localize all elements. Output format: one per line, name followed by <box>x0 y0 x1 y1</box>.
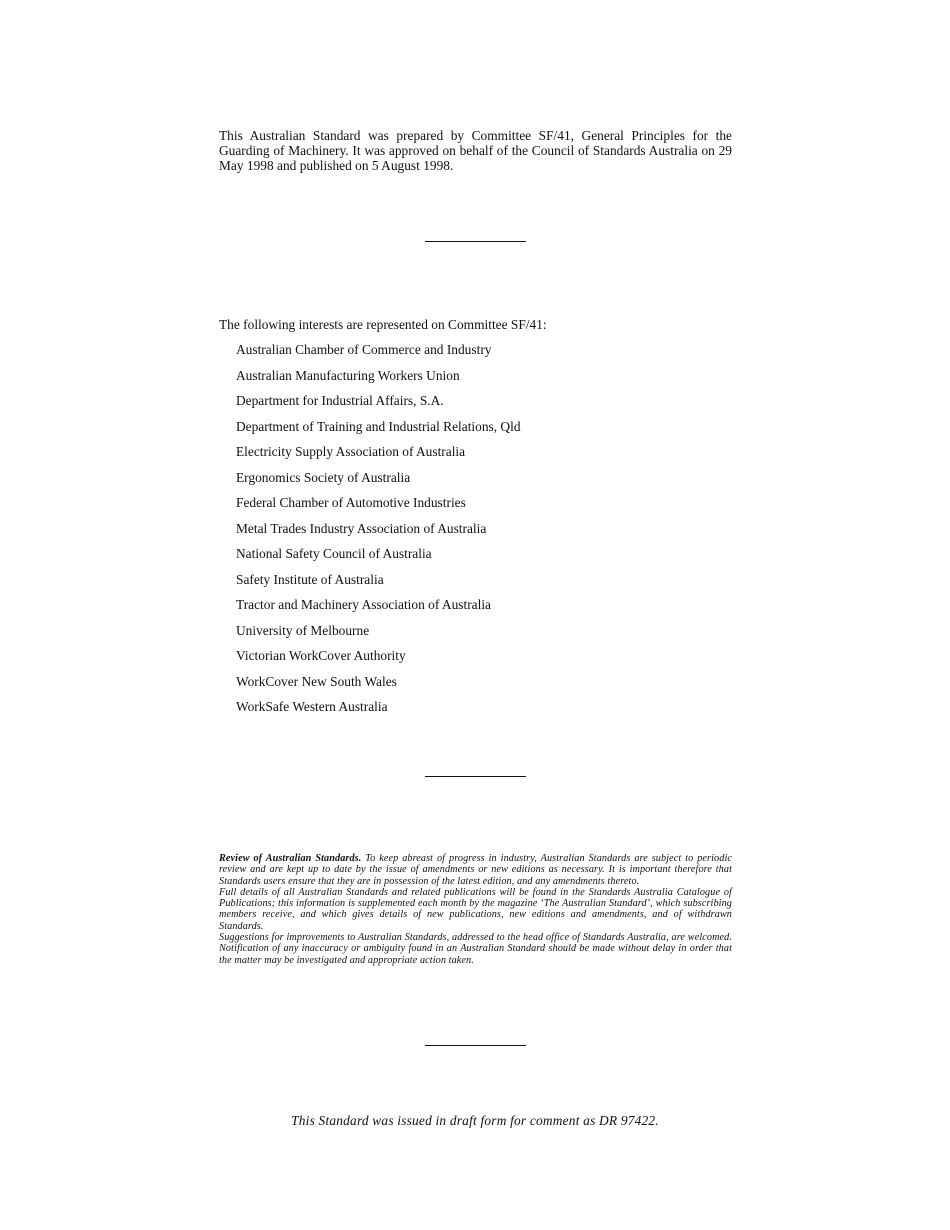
draft-note: This Standard was issued in draft form for comment as DR 97422. <box>291 1113 659 1128</box>
committee-member: Victorian WorkCover Authority <box>236 648 406 663</box>
committee-heading: The following interests are represented on Committee SF/41: <box>219 317 547 332</box>
committee-member: Australian Chamber of Commerce and Industry <box>236 342 492 357</box>
committee-member: University of Melbourne <box>236 622 370 638</box>
committee-member: Safety Institute of Australia <box>236 571 384 587</box>
committee-member: National Safety Council of Australia <box>236 546 432 561</box>
review-notice <box>219 853 732 966</box>
intro-paragraph: This Australian Standard was prepared by Committee SF/41, General Principles for the Guarding of Machinery. It was approved on behalf of the Council of Standards Australia on 29 May 1998 and published on 5 August 1998. <box>219 128 732 173</box>
committee-member: WorkSafe Western Australia <box>236 699 388 714</box>
review-paragraph-1 <box>219 853 732 887</box>
review-lead: Review of Australian Standards. <box>219 853 362 864</box>
committee-member: Department of Training and Industrial Relations, Qld <box>236 418 521 434</box>
review-paragraph-3: Suggestions for improvements to Australian Standards, addressed to the head office of Standards Australia, are welcomed. Notification of any inaccuracy or ambiguity found in an Australian Standard should be made without delay in order that the matter may be investigated and appropriate action taken. <box>219 932 732 966</box>
committee-member: Metal Trades Industry Association of Australia <box>236 520 487 536</box>
committee-member-list <box>236 341 521 724</box>
committee-member: Federal Chamber of Automotive Industries <box>236 495 466 510</box>
committee-member: Australian Manufacturing Workers Union <box>236 367 460 383</box>
review-paragraph-2: Full details of all Australian Standards and related publications will be found in the Standards Australia Catalogue of Publications; this information is supplemented each month by the magazine ‘The Australian Standard’, which subscribing members receive, and which gives details of new publications, new editions and amendments, and of withdrawn Standards. <box>219 886 732 932</box>
divider-rule <box>425 1045 526 1046</box>
committee-member: Tractor and Machinery Association of Australia <box>236 597 491 612</box>
review-text-1: To keep abreast of progress in industry, Australian Standards are subject to periodic review and are kept up to date by the issue of amendments or new editions as necessary. It is important therefore that Standards users ensure that they are in possession of the latest edition, and any amendments thereto. <box>219 853 732 887</box>
committee-member: Department for Industrial Affairs, S.A. <box>236 393 444 408</box>
divider-rule <box>425 776 526 777</box>
committee-member: Ergonomics Society of Australia <box>236 469 411 485</box>
committee-member: WorkCover New South Wales <box>236 673 397 689</box>
divider-rule <box>425 241 526 242</box>
committee-member: Electricity Supply Association of Australia <box>236 444 466 459</box>
